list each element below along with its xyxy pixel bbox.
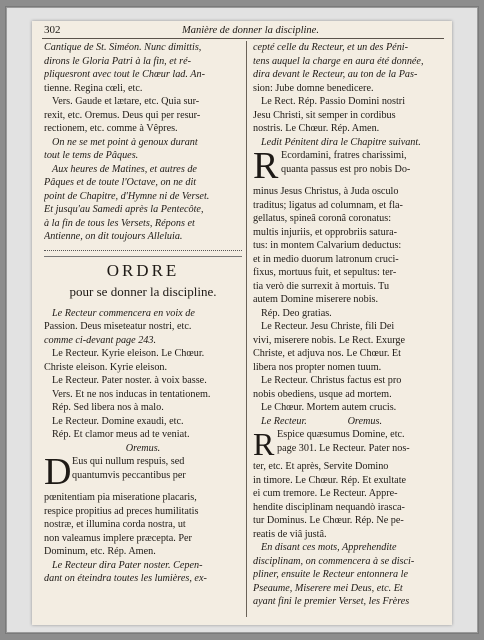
text-line: ei cum tremore. Le Recteur. Appre- bbox=[253, 488, 398, 499]
text-line: On ne se met point à genoux durant bbox=[52, 136, 198, 148]
text-line: libera nos propter nomen tuum. bbox=[253, 361, 382, 373]
text-line: rexit, etc. Oremus. Deus qui per resur- bbox=[44, 109, 201, 121]
drop-cap: R bbox=[253, 145, 279, 187]
drop-cap: R bbox=[253, 426, 275, 462]
section-subtitle: pour se donner la discipline. bbox=[69, 283, 217, 299]
text-line: multis injuriis, et opprobriis satura- bbox=[253, 226, 398, 238]
text-line: Christe, et adjuva nos. Le Chœur. Et bbox=[253, 348, 401, 359]
prayer-block bbox=[44, 451, 242, 493]
running-head: Manière de donner la discipline. bbox=[182, 25, 319, 36]
left-column bbox=[44, 41, 242, 586]
text-line: reatis de viâ justâ. bbox=[253, 528, 327, 540]
page-number: 302 bbox=[44, 24, 61, 36]
text-line: Le Recteur commencera en voix de bbox=[52, 307, 195, 319]
text-line: ayant fini le premier Verset, les Frères bbox=[253, 596, 410, 607]
text-line: Oremus. bbox=[125, 442, 161, 454]
text-line: tia verò die surrexit à mortuis. Tu bbox=[253, 280, 390, 292]
text-line: Vers. Gaude et lætare, etc. Quia sur- bbox=[52, 96, 200, 107]
text-line: tienne. Regina cœli, etc. bbox=[44, 82, 143, 94]
text-line: Et jusqu'au Samedi après la Pentecôte, bbox=[44, 204, 204, 215]
photo-frame bbox=[5, 6, 479, 634]
text-line: Eus qui nullum respuis, sed bbox=[72, 456, 185, 467]
text-line: traditus; ligatus ad columnam, et fla- bbox=[253, 199, 403, 211]
right-column bbox=[253, 41, 445, 609]
drop-cap: D bbox=[44, 451, 72, 493]
text-line: minus Jesus Christus, à Juda osculo bbox=[253, 186, 399, 197]
book-page bbox=[32, 21, 452, 625]
text-line: point de Chapitre, d'Hymne ni de Verset. bbox=[44, 190, 210, 202]
text-line: Vers. Et ne nos inducas in tentationem. bbox=[52, 388, 211, 400]
text-line: page 301. Le Recteur. Pater nos- bbox=[277, 442, 410, 454]
chapter-block bbox=[253, 145, 445, 187]
text-line: dira devant le Recteur, au ton de la Pas- bbox=[253, 69, 418, 80]
text-line: cepté celle du Recteur, et un des Péni- bbox=[253, 42, 409, 53]
text-line: tus: in montem Calvarium deductus: bbox=[253, 240, 402, 251]
text-line: tur Dominus. Le Chœur. Rép. Ne pe- bbox=[253, 515, 404, 526]
text-line: Pseaume, Miserere mei Deus, etc. Et bbox=[253, 582, 403, 594]
text-line: vivi, miserere nobis. Le Rect. Exurge bbox=[253, 334, 406, 346]
text-line: Christe eleison. Kyrie eleison. bbox=[44, 361, 168, 373]
text-line: disciplinam, on commencera à se disci- bbox=[253, 555, 415, 567]
text-line: Le Recteur. Pater noster. à voix basse. bbox=[52, 375, 207, 386]
text-line: Espice quæsumus Domine, etc. bbox=[277, 429, 405, 440]
text-line: sion: Jube domne benedicere. bbox=[253, 82, 374, 94]
text-line: Jesu Christi, sit semper in cordibus bbox=[253, 109, 396, 121]
text-line: Ecordamini, fratres charissimi, bbox=[281, 150, 407, 161]
text-line: autem Domine miserere nobis. bbox=[253, 294, 379, 305]
text-line: non valeamus implere præcepta. Per bbox=[44, 532, 192, 544]
text-line: Dominum, etc. Rép. Amen. bbox=[44, 546, 156, 557]
text-line: Le Recteur. Kyrie eleison. Le Chœur. bbox=[52, 348, 205, 359]
text-line: in timore. Le Chœur. Rép. Et exultate bbox=[253, 474, 407, 486]
text-line: Rép. Deo gratias. bbox=[261, 307, 332, 319]
text-line: comme ci-devant page 243. bbox=[44, 334, 157, 346]
text-line: Antienne, on dit toujours Alleluia. bbox=[44, 231, 183, 242]
column-divider bbox=[246, 41, 247, 617]
text-line: pliner, ensuite le Recteur entonnera le bbox=[253, 569, 409, 580]
prayer-block bbox=[253, 428, 445, 460]
text-line: quanta passus est pro nobis Do- bbox=[281, 163, 411, 175]
text-line: dirons le Gloria Patri à la fin, et ré- bbox=[44, 55, 192, 67]
text-line: Le Recteur. Domine exaudi, etc. bbox=[52, 415, 184, 427]
text-line: et in medio duorum latronum cruci- bbox=[253, 253, 399, 265]
page-header bbox=[32, 24, 452, 38]
section-title: ORDRE bbox=[106, 260, 180, 280]
text-line: Le Rect. Rép. Passio Domini nostri bbox=[261, 96, 406, 107]
text-line: Cantique de St. Siméon. Nunc dimittis, bbox=[44, 42, 202, 53]
text-line: Le Chœur. Mortem autem crucis. bbox=[261, 402, 397, 413]
text-line: nostræ, et illumina corda nostra, ut bbox=[44, 519, 186, 530]
header-rule bbox=[42, 38, 444, 39]
text-line: gellatus, spineâ coronâ coronatus: bbox=[253, 213, 392, 224]
text-line: Le Recteur. Oremus. bbox=[261, 415, 383, 427]
text-line: pliquesront avec tout le Chœur lad. An- bbox=[44, 69, 206, 80]
text-line: à la fin de tous les Versets, Répons et bbox=[44, 217, 195, 229]
text-line: Rép. Sed libera nos à malo. bbox=[52, 402, 164, 413]
text-line: Le Recteur. Jesu Christe, fili Dei bbox=[261, 321, 395, 332]
ornament-rule bbox=[44, 250, 242, 257]
text-line: Le Recteur. Christus factus est pro bbox=[261, 375, 402, 386]
text-line: Aux heures de Matines, et autres de bbox=[52, 163, 197, 175]
text-line: Le Recteur dira Pater noster. Cepen- bbox=[52, 559, 203, 571]
text-line: ter, etc. Et après, Servite Domino bbox=[253, 461, 389, 472]
text-line: rectionem, etc. comme à Vêpres. bbox=[44, 123, 178, 134]
text-line: dant on éteindra toutes les lumières, ex- bbox=[44, 573, 207, 584]
text-line: tens auquel la charge en aura été donnée, bbox=[253, 55, 424, 67]
text-line: hendite disciplinam nequandò irasca- bbox=[253, 501, 405, 513]
text-line: Passion. Deus miseteatur nostri, etc. bbox=[44, 321, 192, 332]
text-line: pœnitentiam pia miseratione placaris, bbox=[44, 492, 197, 503]
text-line: nobis obediens, usque ad mortem. bbox=[253, 388, 392, 400]
text-line: respice propitius ad preces humilitatis bbox=[44, 505, 199, 517]
text-line: fixus, mortuus fuit, et sepultus: ter- bbox=[253, 267, 397, 278]
text-line: En disant ces mots, Apprehendite bbox=[261, 542, 397, 553]
text-line: tout le tems de Pâques. bbox=[44, 150, 139, 161]
text-line: Rép. Et clamor meus ad te veniat. bbox=[52, 429, 190, 440]
text-line: Ledit Pénitent dira le Chapitre suivant. bbox=[261, 136, 421, 148]
text-line: nostris. Le Chœur. Rép. Amen. bbox=[253, 123, 380, 134]
text-line: quantumvis peccantibus per bbox=[72, 469, 186, 481]
text-line: Pâques et de toute l'Octave, on ne dit bbox=[44, 177, 197, 188]
